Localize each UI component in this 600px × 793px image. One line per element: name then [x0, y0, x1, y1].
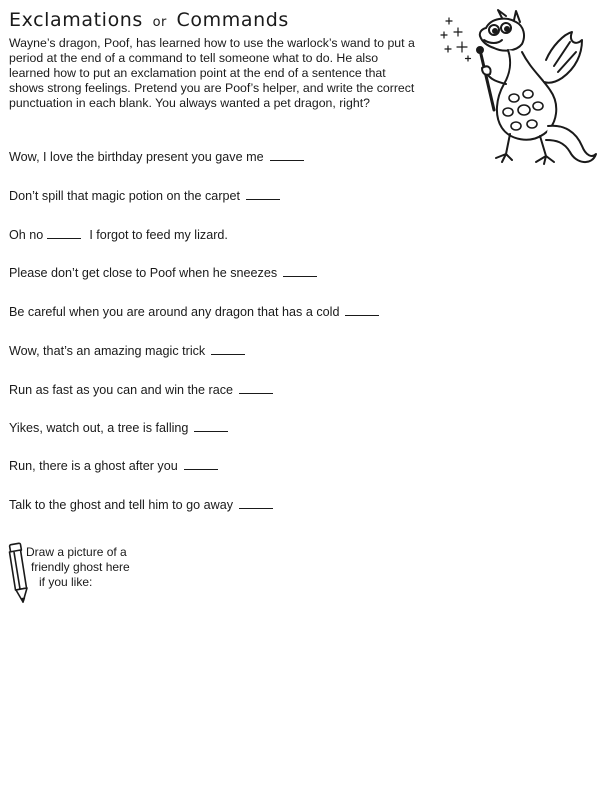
worksheet-title — [9, 9, 289, 31]
question-text: Yikes, watch out, a tree is falling — [9, 421, 189, 435]
drawing-prompt-line-1: Draw a picture of a — [26, 545, 127, 559]
answer-blank — [184, 458, 218, 470]
answer-blank — [270, 149, 304, 161]
title-commands: Commands — [176, 9, 289, 31]
question-text-before: Oh no — [9, 228, 44, 242]
question-text: Wow, I love the birthday present you gave me — [9, 150, 264, 164]
drawing-prompt — [26, 545, 166, 590]
question-7 — [9, 382, 273, 398]
question-1 — [9, 149, 304, 165]
question-text-after: I forgot to feed my lizard. — [89, 228, 228, 242]
question-text: Don’t spill that magic potion on the carpet — [9, 189, 241, 203]
question-text: Please don’t get close to Poof when he sneezes — [9, 266, 278, 280]
question-6 — [9, 343, 245, 359]
answer-blank — [239, 497, 273, 509]
answer-blank — [194, 420, 228, 432]
question-8 — [9, 420, 228, 436]
question-text: Talk to the ghost and tell him to go away — [9, 498, 234, 512]
question-text: Wow, that’s an amazing magic trick — [9, 344, 206, 358]
answer-blank — [246, 188, 280, 200]
question-9 — [9, 458, 218, 474]
question-text: Run as fast as you can and win the race — [9, 383, 234, 397]
question-4 — [9, 265, 317, 281]
question-5 — [9, 304, 379, 320]
title-or: or — [152, 15, 167, 30]
drawing-prompt-line-2: friendly ghost here — [31, 560, 130, 574]
answer-blank — [239, 382, 273, 394]
question-text: Run, there is a ghost after you — [9, 459, 178, 473]
question-10 — [9, 497, 273, 513]
answer-blank — [47, 227, 81, 239]
answer-blank — [345, 304, 379, 316]
question-2 — [9, 188, 280, 204]
question-3 — [9, 227, 228, 243]
dragon-with-wand-icon — [436, 6, 598, 176]
instructions: Wayne’s dragon, Poof, has learned how to use the warlock’s wand to put a period at the end of a command to tell someone what to do. He also learned how to put an exclamation point at the end of a sentence that shows strong feelings. Pretend you are Poof’s helper, and write the correct punctuation in each blank. You always wanted a pet dragon, right? — [9, 36, 415, 110]
answer-blank — [211, 343, 245, 355]
drawing-prompt-line-3: if you like: — [39, 575, 93, 589]
question-text: Be careful when you are around any dragon that has a cold — [9, 305, 340, 319]
answer-blank — [283, 265, 317, 277]
title-exclamations: Exclamations — [9, 9, 143, 31]
